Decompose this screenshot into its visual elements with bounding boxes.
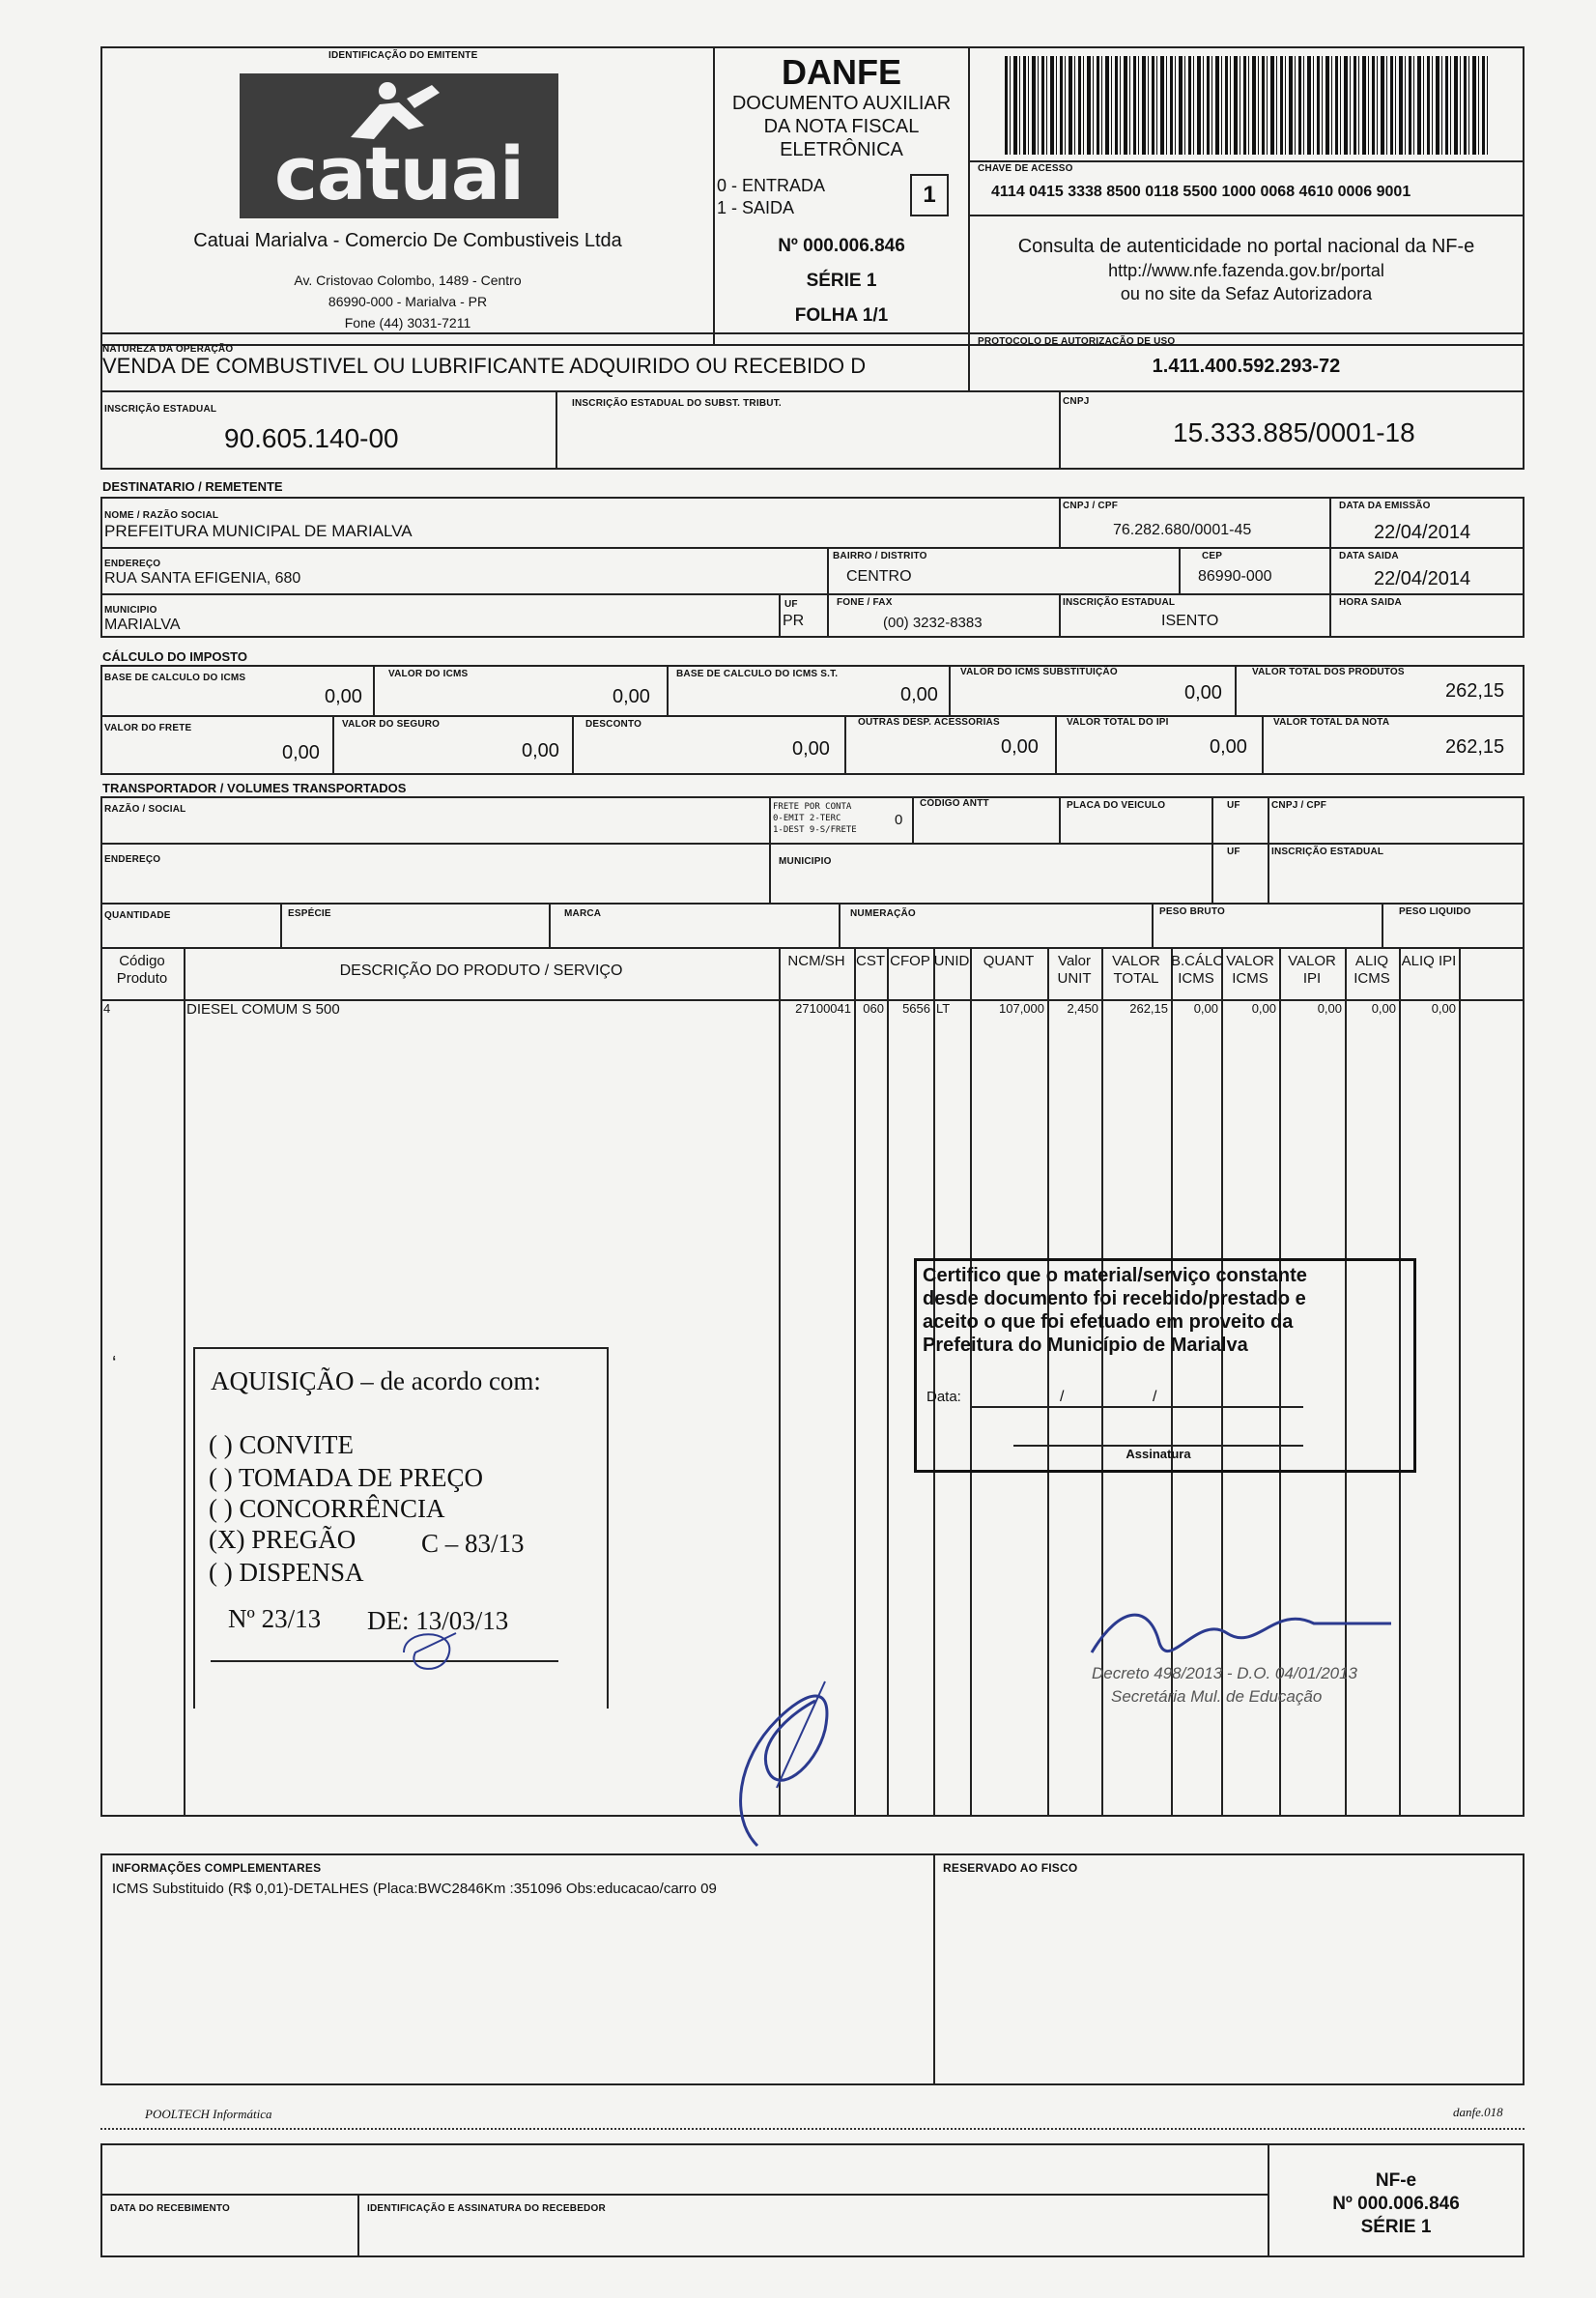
- transp-col-1: [769, 796, 771, 905]
- protocolo-label: PROTOCOLO DE AUTORIZAÇÃO DE USO: [978, 336, 1176, 347]
- canhoto-line: [100, 2194, 1269, 2196]
- certifico-slash-1: /: [1060, 1389, 1065, 1405]
- certifico-data-line: [971, 1406, 1303, 1408]
- outras: 0,00: [1001, 736, 1039, 758]
- natureza-label: NATUREZA DA OPERAÇÃO: [102, 344, 234, 355]
- canhoto-col-1: [357, 2194, 359, 2257]
- ie-label: INSCRIÇÃO ESTADUAL: [104, 404, 217, 415]
- produtos-cell-vunit: 2,450: [1067, 1001, 1098, 1016]
- decreto-line-1: Decreto 498/2013 - D.O. 04/01/2013: [1092, 1664, 1358, 1682]
- canhoto-assinatura-label: IDENTIFICAÇÃO E ASSINATURA DO RECEBEDOR: [367, 2203, 606, 2214]
- dest-uf: PR: [783, 613, 805, 629]
- vol-quantidade-label: QUANTIDADE: [104, 910, 171, 921]
- transp-col-2: [912, 796, 914, 843]
- vol-numeracao-label: NUMERAÇÃO: [850, 908, 916, 919]
- produtos-header-codigo: Código Produto: [116, 953, 168, 987]
- dest-emissao: 22/04/2014: [1374, 522, 1471, 543]
- v-icms-label: VALOR DO ICMS: [388, 669, 469, 679]
- dest-uf-label: UF: [784, 599, 798, 610]
- v-prod: 262,15: [1445, 680, 1505, 702]
- produtos-col-divider: [184, 947, 185, 1817]
- dest-fone-label: FONE / FAX: [837, 597, 893, 608]
- dest-municipio-label: MUNICIPIO: [104, 605, 157, 616]
- v-prod-label: VALOR TOTAL DOS PRODUTOS: [1252, 667, 1405, 677]
- inscricao-divider-2: [1059, 390, 1061, 470]
- produtos-cell-vicms: 0,00: [1251, 1001, 1276, 1016]
- canhoto-numero: Nº 000.006.846: [1332, 2194, 1460, 2214]
- dest-saida-label: DATA SAIDA: [1339, 551, 1399, 561]
- dest-ie: ISENTO: [1161, 613, 1219, 629]
- desconto: 0,00: [792, 738, 830, 760]
- ipi-label: VALOR TOTAL DO IPI: [1067, 717, 1169, 728]
- barcode: [1005, 56, 1488, 155]
- vol-col-2: [549, 903, 551, 949]
- vol-peso-bruto-label: PESO BRUTO: [1159, 906, 1225, 917]
- bc-st-label: BASE DE CALCULO DO ICMS S.T.: [676, 669, 839, 679]
- aquisicao-line-3: ( ) CONCORRÊNCIA: [209, 1494, 445, 1523]
- produtos-cell-cst: 060: [863, 1001, 884, 1016]
- seguro: 0,00: [522, 740, 559, 761]
- produtos-cell-cfop: 5656: [902, 1001, 930, 1016]
- transp-uf-label: UF: [1227, 800, 1240, 811]
- produtos-col-divider: [887, 947, 889, 1817]
- ipi: 0,00: [1210, 736, 1247, 758]
- frete-conta-1: FRETE POR CONTA: [773, 802, 852, 812]
- produtos-cell-vtotal: 262,15: [1129, 1001, 1168, 1016]
- footer-code: danfe.018: [1453, 2105, 1503, 2119]
- frete-conta-3: 1-DEST 9-S/FRETE: [773, 825, 857, 835]
- produtos-header-cfop: CFOP: [890, 953, 930, 969]
- certifico-line-3: aceito o que foi efetuado em proveito da: [923, 1311, 1294, 1333]
- consulta-line-1: Consulta de autenticidade no portal nacional da NF-e: [1017, 236, 1475, 257]
- vol-marca-label: MARCA: [564, 908, 602, 919]
- canhoto-data-label: DATA DO RECEBIMENTO: [110, 2203, 230, 2214]
- aquisicao-line-1: ( ) CONVITE: [209, 1430, 354, 1459]
- bc-icms-label: BASE DE CALCULO DO ICMS: [104, 673, 246, 683]
- inscricao-divider-1: [556, 390, 557, 470]
- produtos-cell-descricao: DIESEL COMUM S 500: [186, 1001, 340, 1018]
- danfe-saida: 1 - SAIDA: [717, 198, 795, 217]
- danfe-entrada: 0 - ENTRADA: [717, 176, 826, 195]
- dest-col-3: [827, 547, 829, 593]
- produtos-col-divider: [854, 947, 856, 1817]
- fisco-box: [933, 1853, 1525, 2085]
- natureza-value: VENDA DE COMBUSTIVEL OU LUBRIFICANTE ADQUIRIDO OU RECEBIDO D: [102, 354, 867, 378]
- produtos-header-cst: CST: [856, 953, 885, 969]
- dest-col-7: [1059, 593, 1061, 638]
- dest-nome-label: NOME / RAZÃO SOCIAL: [104, 510, 219, 521]
- emitente-address: Av. Cristovao Colombo, 1489 - Centro: [294, 273, 522, 288]
- footer-dotted-line: [100, 2128, 1525, 2130]
- nota-label: VALOR TOTAL DA NOTA: [1273, 717, 1390, 728]
- destinatario-box: [100, 497, 1525, 638]
- desconto-label: DESCONTO: [585, 719, 642, 730]
- dest-cnpj-label: CNPJ / CPF: [1063, 501, 1119, 511]
- decreto-line-2: Secretária Mul. de Educação: [1111, 1687, 1323, 1706]
- transp-antt-label: CÓDIGO ANTT: [920, 798, 989, 809]
- emitente-section-label: IDENTIFICAÇÃO DO EMITENTE: [328, 50, 478, 61]
- imp-col-a4: [1235, 665, 1237, 715]
- decreto-stamp: [1092, 1662, 1401, 1709]
- produtos-header-aliqipi: ALIQ IPI: [1401, 953, 1457, 969]
- dest-col-5: [779, 593, 781, 638]
- dest-bairro-label: BAIRRO / DISTRITO: [833, 551, 927, 561]
- vol-especie-label: ESPÉCIE: [288, 908, 331, 919]
- danfe-numero: Nº 000.006.846: [778, 236, 905, 256]
- dest-col-6: [827, 593, 829, 638]
- dest-saida: 22/04/2014: [1374, 568, 1471, 589]
- danfe-serie: SÉRIE 1: [806, 271, 877, 291]
- fisco-label: RESERVADO AO FISCO: [943, 1861, 1078, 1875]
- v-st-label: VALOR DO ICMS SUBSTITUIÇÃO: [960, 667, 1118, 677]
- imp-col-a2: [667, 665, 669, 715]
- initials-mark: [396, 1623, 464, 1681]
- chave-label: CHAVE DE ACESSO: [978, 163, 1073, 174]
- danfe-title: DANFE: [782, 52, 901, 92]
- danfe-subtitle-3: ELETRÔNICA: [780, 139, 903, 160]
- certifico-line-2: desde documento foi recebido/prestado e: [923, 1288, 1306, 1309]
- canhoto-nfe: NF-e: [1375, 2170, 1417, 2191]
- dest-bairro: CENTRO: [846, 568, 912, 585]
- dest-col-1: [1059, 497, 1061, 547]
- produtos-cell-aliqipi: 0,00: [1431, 1001, 1456, 1016]
- dest-emissao-label: DATA DA EMISSÃO: [1339, 501, 1431, 511]
- imp-col-a1: [373, 665, 375, 715]
- chave-divider-2: [968, 215, 1525, 216]
- certifico-line-4: Prefeitura do Município de Marialva: [923, 1335, 1248, 1356]
- vol-peso-liquido-label: PESO LIQUIDO: [1399, 906, 1471, 917]
- produtos-header-unid: UNID: [933, 953, 970, 969]
- transp-endereco-label: ENDEREÇO: [104, 854, 161, 865]
- produtos-header-bcicms: B.CÁLC ICMS: [1171, 953, 1224, 987]
- danfe-tipo: 1: [910, 174, 949, 216]
- cnpj-label: CNPJ: [1063, 396, 1090, 407]
- dest-fone: (00) 3232-8383: [883, 615, 983, 631]
- chave-divider-1: [968, 160, 1525, 162]
- signature-left: [719, 1643, 854, 1865]
- vol-col-4: [1152, 903, 1154, 949]
- consulta-line-2[interactable]: http://www.nfe.fazenda.gov.br/portal: [1108, 261, 1384, 280]
- dest-row-line-2: [100, 593, 1525, 595]
- aquisicao-numero: Nº 23/13: [228, 1604, 322, 1633]
- vol-col-5: [1382, 903, 1383, 949]
- frete-conta-2: 0-EMIT 2-TERC: [773, 814, 841, 823]
- aquisicao-line-4: (X) PREGÃO: [209, 1525, 356, 1554]
- chave-value: 4114 0415 3338 8500 0118 5500 1000 0068 4610 0006 9001: [991, 184, 1411, 200]
- consulta-line-3: ou no site da Sefaz Autorizadora: [1120, 284, 1373, 303]
- aquisicao-data: DE: 13/03/13: [367, 1606, 509, 1635]
- produtos-header-vtotal: VALOR TOTAL: [1112, 953, 1160, 987]
- vol-col-1: [280, 903, 282, 949]
- vol-col-3: [839, 903, 841, 949]
- produtos-col-divider: [1459, 947, 1461, 1817]
- transp-col-5: [1268, 796, 1269, 905]
- transp-col-3: [1059, 796, 1061, 843]
- v-st: 0,00: [1184, 682, 1222, 704]
- dest-nome: PREFEITURA MUNICIPAL DE MARIALVA: [104, 522, 413, 540]
- emitente-city: 86990-000 - Marialva - PR: [328, 294, 488, 309]
- lado-esquerdo-marks: ‘: [112, 1353, 117, 1374]
- aquisicao-line-2: ( ) TOMADA DE PREÇO: [209, 1463, 484, 1492]
- transp-municipio-label: MUNICIPIO: [779, 856, 832, 867]
- transp-razao-label: RAZÃO / SOCIAL: [104, 804, 186, 815]
- produtos-cell-unid: LT: [936, 1001, 951, 1016]
- logo-text: catuai: [273, 130, 525, 216]
- imp-col-b5: [1262, 715, 1264, 775]
- frete: 0,00: [282, 742, 320, 763]
- emitente-phone: Fone (44) 3031-7211: [344, 315, 471, 330]
- canhoto-serie: SÉRIE 1: [1360, 2217, 1432, 2237]
- certifico-data-label: Data:: [926, 1389, 961, 1405]
- emitente-name: Catuai Marialva - Comercio De Combustiveis Ltda: [193, 230, 622, 251]
- dest-cep: 86990-000: [1198, 568, 1272, 585]
- transp-ie-label: INSCRIÇÃO ESTADUAL: [1271, 847, 1384, 857]
- imposto-section-label: CÁLCULO DO IMPOSTO: [102, 649, 247, 664]
- danfe-subtitle-1: DOCUMENTO AUXILIAR: [731, 93, 952, 114]
- transp-placa-label: PLACA DO VEICULO: [1067, 800, 1166, 811]
- produtos-cell-aliqicms: 0,00: [1371, 1001, 1396, 1016]
- produtos-header-ncm: NCM/SH: [787, 953, 845, 969]
- aquisicao-signature-line: [211, 1660, 558, 1662]
- cnpj-value: 15.333.885/0001-18: [1173, 417, 1415, 447]
- imp-col-b2: [572, 715, 574, 775]
- certifico-line-1: Certifico que o material/serviço constante: [923, 1265, 1307, 1286]
- produtos-cell-vipi: 0,00: [1317, 1001, 1342, 1016]
- produtos-header-vicms: VALOR ICMS: [1226, 953, 1274, 987]
- produtos-cell-quant: 107,000: [999, 1001, 1044, 1016]
- produtos-header-quant: QUANT: [983, 953, 1035, 969]
- info-label: INFORMAÇÕES COMPLEMENTARES: [112, 1861, 322, 1875]
- produtos-cell-codigo: 4: [103, 1001, 111, 1016]
- produtos-cell-bcicms: 0,00: [1193, 1001, 1218, 1016]
- transp-uf2-label: UF: [1227, 847, 1240, 857]
- bc-icms: 0,00: [325, 686, 362, 707]
- info-value: ICMS Substituido (R$ 0,01)-DETALHES (Placa:BWC2846Km :351096 Obs:educacao/carro 09: [112, 1881, 717, 1897]
- frete-label: VALOR DO FRETE: [104, 723, 192, 733]
- certifico-assinatura: Assinatura: [1126, 1447, 1191, 1461]
- bc-st: 0,00: [900, 684, 938, 705]
- imp-col-b3: [844, 715, 846, 775]
- v-icms: 0,00: [613, 686, 650, 707]
- produtos-header-vipi: VALOR IPI: [1288, 953, 1336, 987]
- dest-hora-label: HORA SAIDA: [1339, 597, 1402, 608]
- danfe-subtitle-2: DA NOTA FISCAL: [763, 116, 920, 137]
- dest-endereco-label: ENDEREÇO: [104, 559, 161, 569]
- dest-col-2: [1329, 497, 1331, 638]
- produtos-header-vunit: Valor UNIT: [1057, 953, 1092, 987]
- transp-cnpj-label: CNPJ / CPF: [1271, 800, 1327, 811]
- certifico-stamp: [914, 1258, 1416, 1473]
- ie-value: 90.605.140-00: [224, 423, 399, 453]
- dest-ie-label: INSCRIÇÃO ESTADUAL: [1063, 597, 1176, 608]
- transportador-section-label: TRANSPORTADOR / VOLUMES TRANSPORTADOS: [102, 781, 407, 795]
- dest-col-4: [1179, 547, 1181, 593]
- protocolo-value: 1.411.400.592.293-72: [1152, 356, 1341, 377]
- aquisicao-line-4-ref: C – 83/13: [421, 1529, 525, 1558]
- seguro-label: VALOR DO SEGURO: [342, 719, 441, 730]
- company-logo: [240, 73, 558, 218]
- aquisicao-line-5: ( ) DISPENSA: [209, 1558, 364, 1587]
- ie-st-label: INSCRIÇÃO ESTADUAL DO SUBST. TRIBUT.: [572, 398, 782, 409]
- produtos-cell-ncm: 27100041: [795, 1001, 851, 1016]
- frete-conta-value: 0: [895, 812, 903, 828]
- dest-cep-label: CEP: [1202, 551, 1223, 561]
- aquisicao-title: AQUISIÇÃO – de acordo com:: [211, 1366, 541, 1395]
- nota: 262,15: [1445, 736, 1505, 758]
- outras-label: OUTRAS DESP. ACESSORIAS: [858, 717, 1000, 728]
- transp-col-4: [1211, 796, 1213, 905]
- produtos-header-descricao: DESCRIÇÃO DO PRODUTO / SERVIÇO: [339, 962, 623, 979]
- dest-row-line-1: [100, 547, 1525, 549]
- certifico-slash-2: /: [1153, 1389, 1157, 1405]
- dest-endereco: RUA SANTA EFIGENIA, 680: [104, 570, 301, 587]
- imp-col-a3: [949, 665, 951, 715]
- footer-software: POOLTECH Informática: [145, 2107, 272, 2121]
- produtos-header-aliqicms: ALIQ ICMS: [1354, 953, 1390, 987]
- imp-col-b4: [1055, 715, 1057, 775]
- dest-municipio: MARIALVA: [104, 617, 181, 633]
- transp-row-line: [100, 843, 1525, 845]
- dest-cnpj: 76.282.680/0001-45: [1113, 522, 1252, 538]
- danfe-folha: FOLHA 1/1: [794, 305, 889, 326]
- imp-col-b1: [332, 715, 334, 775]
- destinatario-section-label: DESTINATARIO / REMETENTE: [102, 479, 283, 494]
